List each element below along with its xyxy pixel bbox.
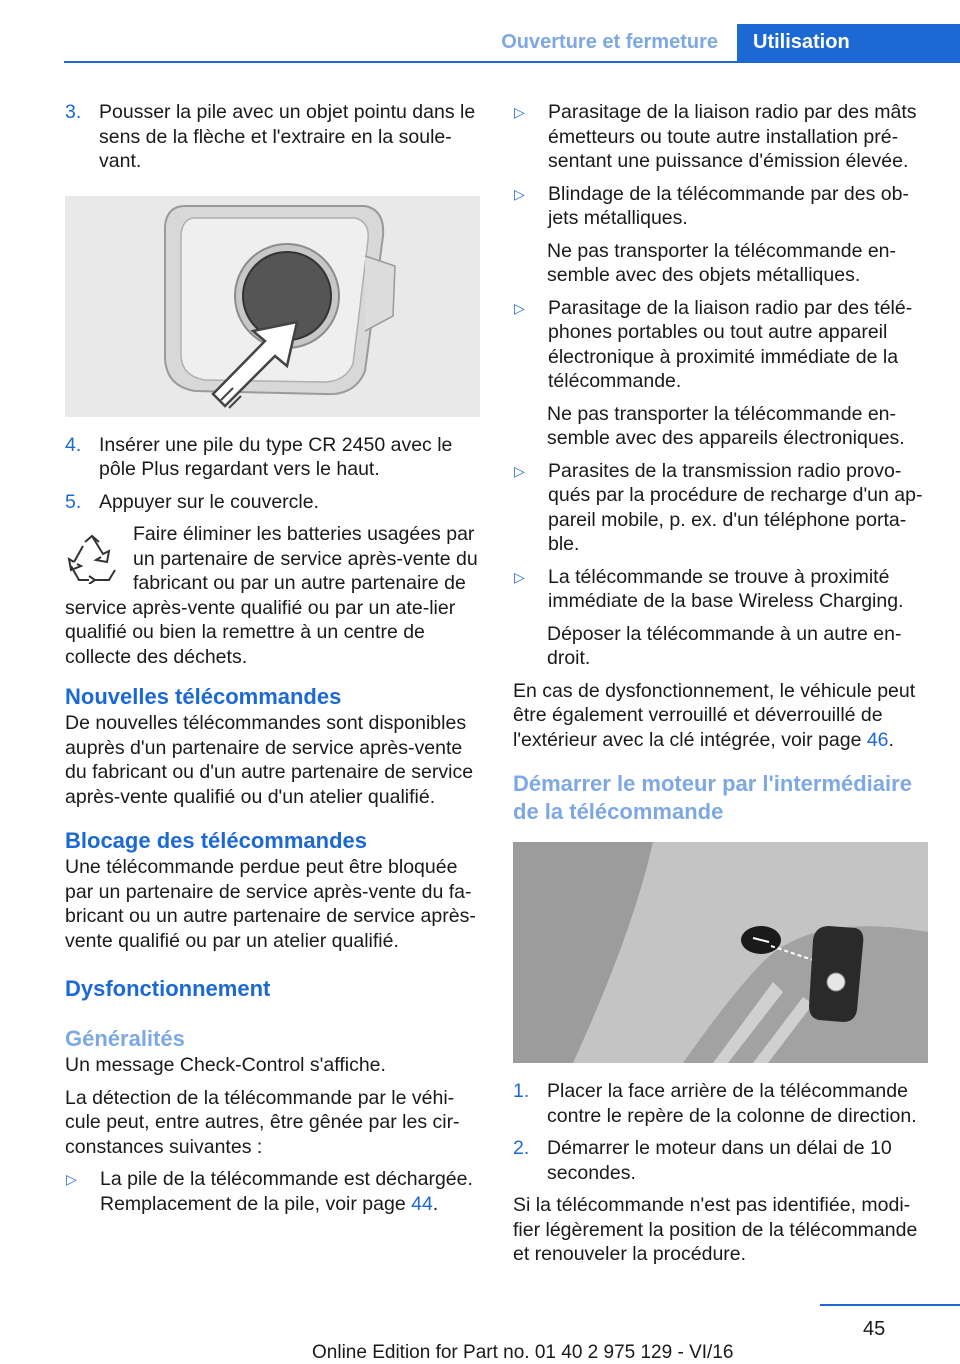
bullet-subtext: Ne pas transporter la télécommande en‐semble avec des objets métalliques. [547,239,897,286]
chapter-tab-label: Utilisation [753,31,850,53]
heading-new-remotes: Nouvelles télécommandes [65,684,342,709]
step-number: 2. [513,1137,530,1159]
right-column: ▷ Parasitage de la liaison radio par des mâts émetteurs ou toute autre installation pré‐sentant une puissance d'émission élevée. ▷ Blindage de la télécommande par des ob‐jets métalliques. Ne pas transporter la télécommande en‐semble avec des objets métalliques. ▷ Parasitage de la liaison radio par des télé‐phones portables ou tout autre appareil électronique à proximité immédiate de la télécommande. Ne pas transporter la télécommande en‐semble avec des appareils électroniques. ▷ Parasites de la transmission radio provo‐qués par la procédure de recharge d'un ap‐pareil mobile, p. ex. d'un téléphone porta‐ble. ▷ La télécommande se trouve à proximité immédiate de la base Wireless Charging. Déposer la télécommande à un autre en‐droit. En cas de dysfonctionnement, le véhicule peut être également verrouillé et déverrouillé de l'extérieur avec la clé intégrée, voir page 46. Démarrer le moteur par l'intermédiaire de la télécommande 1. Placer la face arrière de la télécommande contre le repère de la colonne de direction. 2. Démarrer le moteur dans un délai de 10 secondes. Si la télécommande n'est pas identifiée, modi‐fier légèrement la position de la télécommande et renouveler la procédure. [513,100,928,1275]
bullet-subtext: Ne pas transporter la télécommande en‐semble avec des appareils électroniques. [547,402,905,449]
bullet-arrow-icon: ▷ [514,568,525,585]
paragraph-detection: La détection de la télécommande par le véhi‐cule peut, entre autres, être gênée par les cir‐constances suivantes : [65,1086,460,1158]
page-number: 45 [863,1318,886,1340]
left-column [65,100,480,1224]
bullet-item [513,565,928,614]
chapter-tab [737,24,960,63]
running-header-section: Ouverture et fermeture [501,31,718,53]
recycling-text: Faire éliminer les batteries usagées par un partenaire de service après-vente du fabricant ou par un autre partenaire de service après-vente qualifié ou par un ate‐lier qualifié ou bien la remettre à un centre de collecte des déchets. [65,523,478,668]
paragraph-retry: Si la télécommande n'est pas identifiée, modi‐fier légèrement la position de la télécommande et renouveler la procédure. [513,1194,918,1265]
step-number: 4. [65,433,82,456]
paragraph-check-control: Un message Check-Control s'affiche. [65,1054,386,1076]
recycling-note [65,522,480,669]
step-item [513,1079,928,1128]
key-battery-illustration [65,196,480,417]
heading-general: Généralités [65,1026,185,1051]
bullet-text: La pile de la télécommande est déchargée. Remplacement de la pile, voir page [100,1168,473,1215]
paragraph-fallback: En cas de dysfonctionnement, le véhicule peut être également verrouillé et déverrouillé de l'extérieur avec la clé intégrée, voir page [513,679,916,751]
step-text: Placer la face arrière de la télécommande contre le repère de la colonne de direction. [547,1080,917,1127]
header-rule [64,61,960,63]
bullet-text: Blindage de la télécommande par des ob‐jets métalliques. [548,182,909,229]
step-text: Insérer une pile du type CR 2450 avec le pôle Plus regardant vers le haut. [99,433,453,480]
step-text: Pousser la pile avec un objet pointu dans le sens de la flèche et l'extraire en la soule‐vant. [99,101,476,172]
steering-column-figure [513,842,928,1063]
step-text: Appuyer sur le couvercle. [99,490,320,513]
heading-malfunction: Dysfonctionnement [65,976,271,1001]
bullet-text: Parasitage de la liaison radio par des télé‐phones portables ou tout autre appareil électronique à proximité immédiate de la télécommande. [548,296,913,392]
bullet-item [513,100,928,174]
bullet-arrow-icon: ▷ [514,185,525,202]
page-link-46[interactable]: 46 [866,728,889,751]
bullet-text: La télécommande se trouve à proximité immédiate de la base Wireless Charging. [548,565,904,612]
bullet-text: Parasitage de la liaison radio par des mâts émetteurs ou toute autre installation pré‐sentant une puissance d'émission élevée. [548,101,917,172]
bullet-item: ▷ La pile de la télécommande est déchargée. Remplacement de la pile, voir page 44. [66,1168,473,1215]
bullet-text: Parasites de la transmission radio provo‐qués par la procédure de recharge d'un ap‐pareil mobile, p. ex. d'un téléphone porta‐ble. [548,459,923,555]
step-item [65,433,480,482]
edition-footer: Online Edition for Part no. 01 40 2 975 129 - VI/16 [312,1342,734,1363]
step-number: 3. [65,101,82,123]
steering-column-illustration [513,842,928,1063]
bullet-item [513,459,928,557]
footer-rule [820,1304,960,1306]
bullet-subtext: Déposer la télécommande à un autre en‐droit. [547,622,902,669]
bullet-item [513,182,928,231]
step-number: 1. [513,1080,530,1102]
bullet-arrow-icon: ▷ [514,462,525,479]
heading-start-engine: Démarrer le moteur par l'intermédiaire de la télécommande [513,771,912,824]
bullet-item [513,296,928,394]
bullet-arrow-icon: ▷ [66,1171,77,1187]
bullet-arrow-icon: ▷ [514,104,525,120]
key-battery-figure [65,196,480,417]
heading-block-remotes: Blocage des télécommandes [65,828,368,853]
paragraph-new-remotes: De nouvelles télécommandes sont disponibles auprès d'un partenaire de service après-vente du fabricant ou d'un autre partenaire de service après-vente qualifié ou d'un atelier qualifié. [65,712,474,808]
recycle-icon [65,534,119,584]
step-item [513,1136,928,1185]
paragraph-block-remotes: Une télécommande perdue peut être bloquée par un partenaire de service après-vente du fa‐bricant ou un autre partenaire de service après-vente qualifié ou par un atelier qualifié. [65,856,476,952]
bullet-arrow-icon: ▷ [514,299,525,316]
step-item [65,490,480,515]
step-item [65,100,480,174]
step-text: Démarrer le moteur dans un délai de 10 secondes. [547,1137,892,1184]
step-number: 5. [65,490,82,513]
page-link-44[interactable]: 44 [411,1192,433,1215]
